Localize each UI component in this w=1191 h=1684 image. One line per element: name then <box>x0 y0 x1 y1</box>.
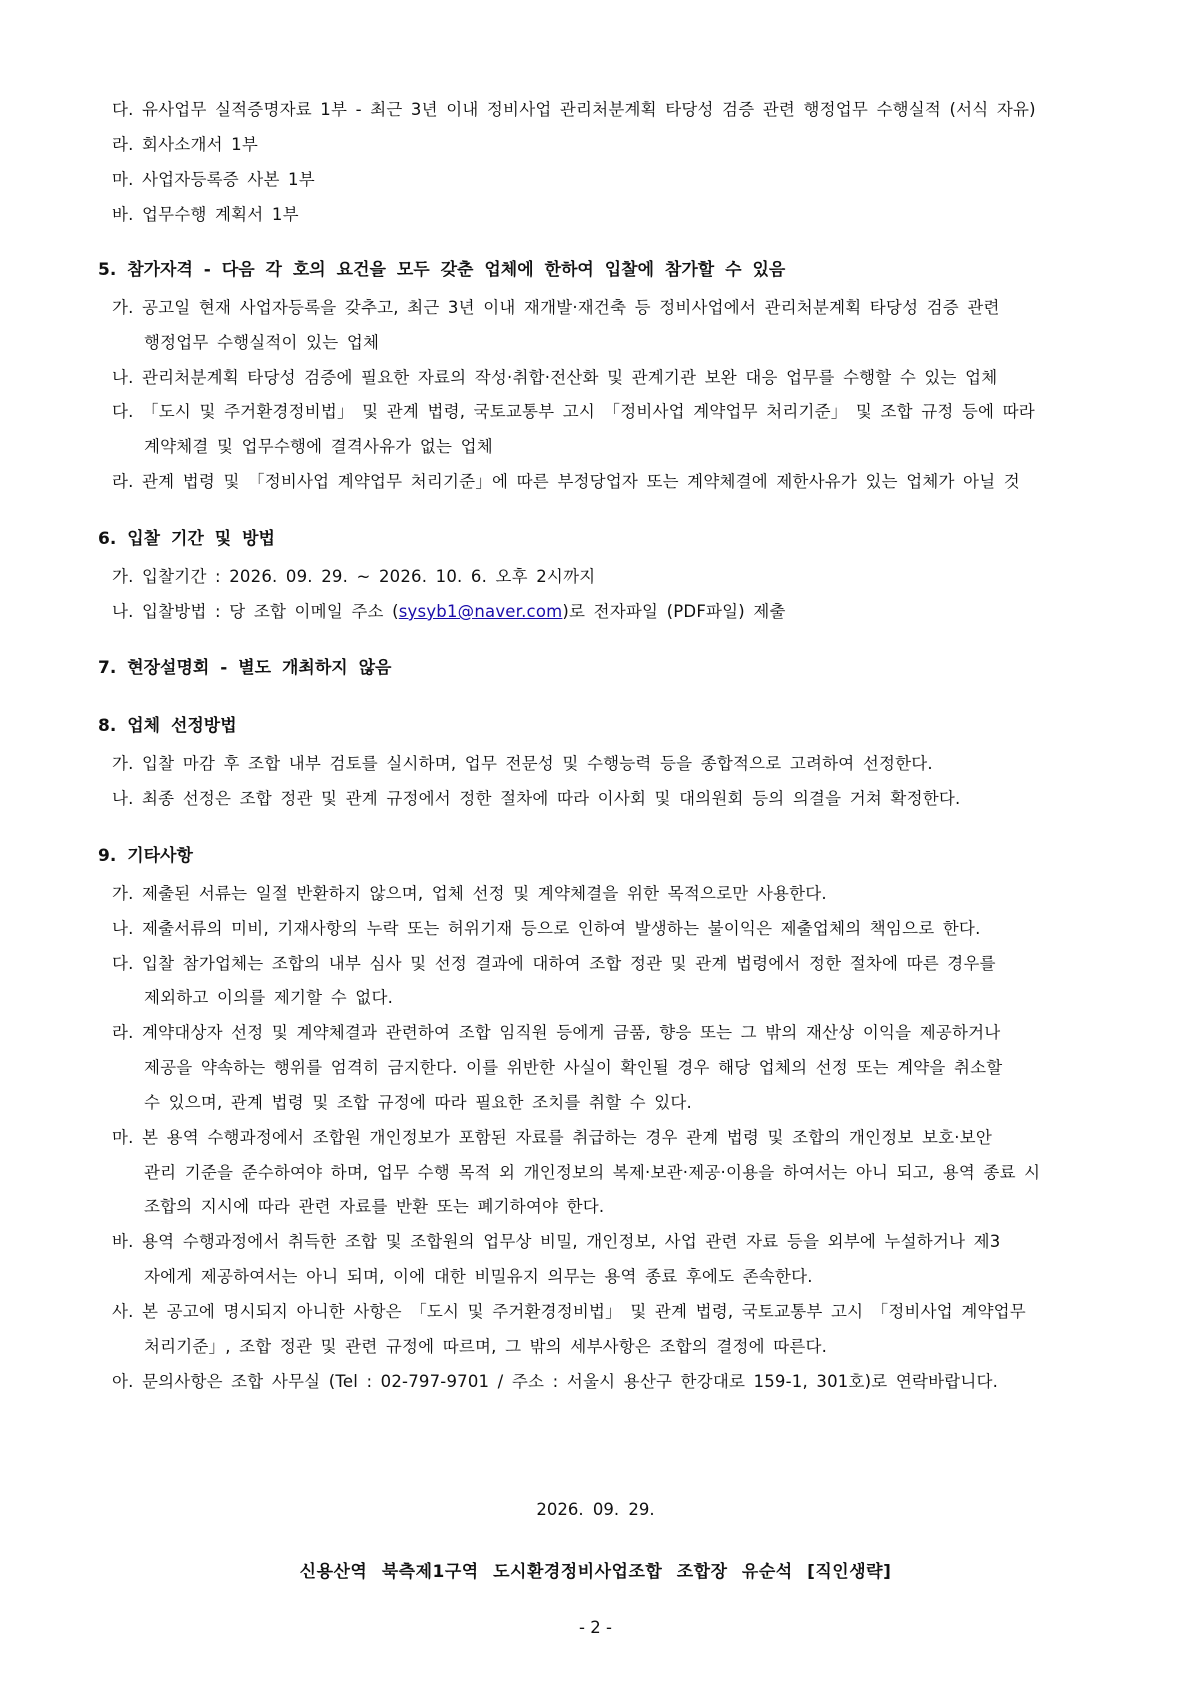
item-ma: 마. 사업자등록증 사본 1부 <box>112 170 315 189</box>
section-9-line: 아. 문의사항은 조합 사무실 (Tel : 02-797-9701 / 주소 : 서울시 용산구 한강대로 159-1, 301호)로 연락바랍니다. <box>112 1372 999 1391</box>
organization-signature: 신용산역 북측제1구역 도시환경정비사업조합 조합장 유순석 [직인생략] <box>299 1562 892 1582</box>
page-number: - 2 - <box>579 1618 612 1637</box>
section-5-line: 다. 「도시 및 주거환경정비법」 및 관계 법령, 국토교통부 고시 「정비사업 계약업무 처리기준」 및 조합 규정 등에 따라 <box>112 402 1035 421</box>
section-9-line: 사. 본 공고에 명시되지 아니한 사항은 「도시 및 주거환경정비법」 및 관계 법령, 국토교통부 고시 「정비사업 계약업무 <box>112 1302 1026 1321</box>
method-suffix: )로 전자파일 (PDF파일) 제출 <box>562 602 786 621</box>
section-9-line: 처리기준」, 조합 정관 및 관련 규정에 따르며, 그 밖의 세부사항은 조합의 결정에 따른다. <box>144 1337 828 1356</box>
section-5-heading: 5. 참가자격 - 다음 각 호의 요건을 모두 갖춘 업체에 한하여 입찰에 참가할 수 있음 <box>98 260 786 280</box>
section-6-period: 가. 입찰기간 : 2026. 09. 29. ~ 2026. 10. 6. 오후 2시까지 <box>112 567 596 586</box>
item-da: 다. 유사업무 실적증명자료 1부 - 최근 3년 이내 정비사업 관리처분계획 타당성 검증 관련 행정업무 수행실적 (서식 자유) <box>112 100 1036 119</box>
section-9-line: 제공을 약속하는 행위를 엄격히 금지한다. 이를 위반한 사실이 확인될 경우 해당 업체의 선정 또는 계약을 취소할 <box>144 1058 1003 1077</box>
section-8-heading: 8. 업체 선정방법 <box>98 716 237 736</box>
item-ba: 바. 업무수행 계획서 1부 <box>112 205 299 224</box>
section-9-line: 마. 본 용역 수행과정에서 조합원 개인정보가 포함된 자료를 취급하는 경우 관계 법령 및 조합의 개인정보 보호·보안 <box>112 1128 992 1147</box>
section-9-line: 라. 계약대상자 선정 및 계약체결과 관련하여 조합 임직원 등에게 금품, 향응 또는 그 밖의 재산상 이익을 제공하거나 <box>112 1023 1001 1042</box>
section-8-line: 나. 최종 선정은 조합 정관 및 관계 규정에서 정한 절차에 따라 이사회 및 대의원회 등의 의결을 거쳐 확정한다. <box>112 789 961 808</box>
section-9-line: 나. 제출서류의 미비, 기재사항의 누락 또는 허위기재 등으로 인하여 발생하는 불이익은 제출업체의 책임으로 한다. <box>112 919 981 938</box>
section-5-line: 계약체결 및 업무수행에 결격사유가 없는 업체 <box>144 437 493 456</box>
section-9-line: 바. 용역 수행과정에서 취득한 조합 및 조합원의 업무상 비밀, 개인정보, 사업 관련 자료 등을 외부에 누설하거나 제3 <box>112 1232 1001 1251</box>
section-5-line: 행정업무 수행실적이 있는 업체 <box>144 333 380 352</box>
section-9-heading: 9. 기타사항 <box>98 846 193 866</box>
section-9-line: 제외하고 이의를 제기할 수 없다. <box>144 988 394 1007</box>
section-5-line: 가. 공고일 현재 사업자등록을 갖추고, 최근 3년 이내 재개발·재건축 등 정비사업에서 관리처분계획 타당성 검증 관련 <box>112 298 1000 317</box>
section-9-line: 관리 기준을 준수하여야 하며, 업무 수행 목적 외 개인정보의 복제·보관·제공·이용을 하여서는 아니 되고, 용역 종료 시 <box>144 1163 1041 1182</box>
email-link[interactable]: sysyb1@naver.com <box>398 602 563 621</box>
item-ra: 라. 회사소개서 1부 <box>112 135 259 154</box>
method-prefix: 나. 입찰방법 : 당 조합 이메일 주소 ( <box>112 602 399 621</box>
section-5-line: 나. 관리처분계획 타당성 검증에 필요한 자료의 작성·취합·전산화 및 관계기관 보완 대응 업무를 수행할 수 있는 업체 <box>112 368 998 387</box>
section-6-method <box>112 600 786 624</box>
section-9-line: 가. 제출된 서류는 일절 반환하지 않으며, 업체 선정 및 계약체결을 위한 목적으로만 사용한다. <box>112 884 827 903</box>
section-5-line: 라. 관계 법령 및 「정비사업 계약업무 처리기준」에 따른 부정당업자 또는 계약체결에 제한사유가 있는 업체가 아닐 것 <box>112 472 1020 491</box>
section-9-line: 조합의 지시에 따라 관련 자료를 반환 또는 폐기하여야 한다. <box>144 1197 605 1216</box>
section-7-heading: 7. 현장설명회 - 별도 개최하지 않음 <box>98 658 392 678</box>
section-9-line: 자에게 제공하여서는 아니 되며, 이에 대한 비밀유지 의무는 용역 종료 후에도 존속한다. <box>144 1267 813 1286</box>
section-9-line: 다. 입찰 참가업체는 조합의 내부 심사 및 선정 결과에 대하여 조합 정관 및 관계 법령에서 정한 절차에 따른 경우를 <box>112 954 996 973</box>
section-9-line: 수 있으며, 관계 법령 및 조합 규정에 따라 필요한 조치를 취할 수 있다. <box>144 1093 692 1112</box>
section-6-heading: 6. 입찰 기간 및 방법 <box>98 529 275 549</box>
section-8-line: 가. 입찰 마감 후 조합 내부 검토를 실시하며, 업무 전문성 및 수행능력 등을 종합적으로 고려하여 선정한다. <box>112 754 933 773</box>
notice-date: 2026. 09. 29. <box>536 1500 655 1519</box>
